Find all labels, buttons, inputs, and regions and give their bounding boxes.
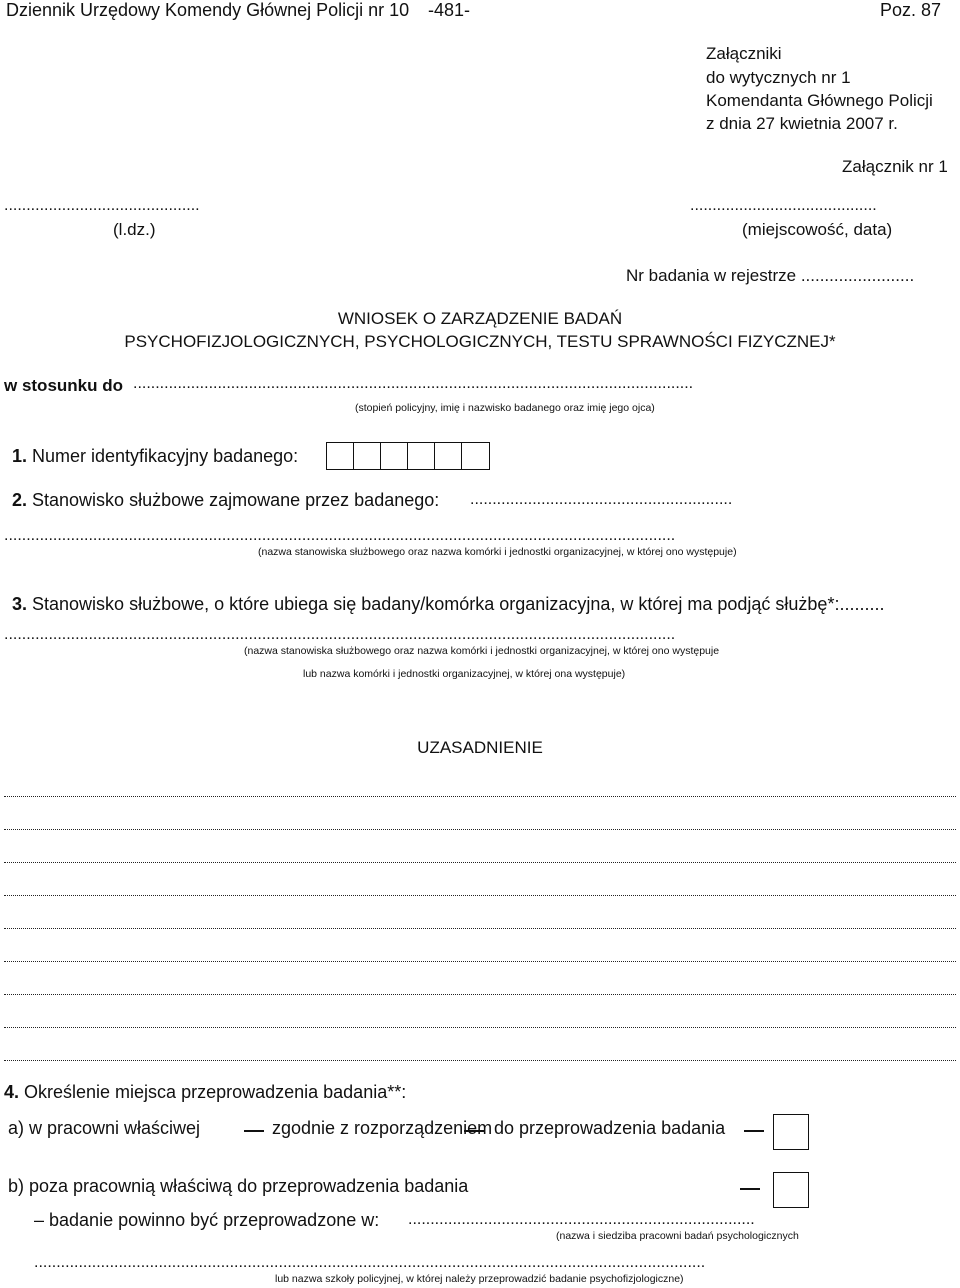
dash-icon (244, 1130, 264, 1132)
attachments-line4: z dnia 27 kwietnia 2007 r. (706, 114, 898, 133)
register-label: Nr badania w rejestrze (626, 266, 801, 285)
id-box[interactable] (381, 443, 408, 469)
item2-dots[interactable]: ........................................................... (470, 491, 733, 508)
sub-caption: (nazwa i siedziba pracowni badań psychologicznych (556, 1230, 799, 1242)
item4-label: Określenie miejsca przeprowadzenia badania**: (19, 1082, 407, 1102)
option-b-label: b) poza pracownią właściwą do przeprowadzenia badania (8, 1176, 469, 1196)
justification-line[interactable] (4, 829, 956, 830)
attachments-line1: Załączniki (706, 44, 782, 63)
id-number-boxes[interactable] (326, 442, 490, 470)
item2-dots-line2[interactable]: ....................................................................................................................................................... (4, 527, 676, 544)
option-b-checkbox[interactable] (773, 1172, 809, 1208)
item1-label: Numer identyfikacyjny badanego: (27, 446, 299, 466)
item2-number: 2. (12, 490, 28, 510)
attachment-number: Załącznik nr 1 (842, 157, 948, 176)
item3-caption1: (nazwa stanowiska służbowego oraz nazwa komórki i jednostki organizacyjnej, w której ono występuje (244, 645, 720, 657)
option-a-part3: do przeprowadzenia badania (494, 1118, 726, 1138)
justification-line[interactable] (4, 862, 956, 863)
subject-dots[interactable]: .............................................................................................................................. (133, 375, 694, 392)
item2-row (12, 490, 439, 511)
id-box[interactable] (327, 443, 354, 469)
id-box[interactable] (354, 443, 381, 469)
id-box[interactable] (408, 443, 435, 469)
item1-number: 1. (12, 446, 28, 466)
ldz-dots[interactable]: ............................................ (4, 197, 200, 214)
item3-dots[interactable]: ......... (839, 594, 885, 614)
sub-dots[interactable]: .............................................................................. (408, 1211, 755, 1228)
item4-row (4, 1082, 406, 1103)
form-title-line1: WNIOSEK O ZARZĄDZENIE BADAŃ (337, 309, 623, 328)
place-date-caption: (miejscowość, data) (742, 220, 893, 239)
item2-caption: (nazwa stanowiska służbowego oraz nazwa komórki i jednostki organizacyjnej, w której ono występuje) (258, 546, 737, 558)
option-a-checkbox[interactable] (773, 1114, 809, 1150)
item1-row (12, 446, 298, 467)
justification-line[interactable] (4, 1027, 956, 1028)
justification-line[interactable] (4, 895, 956, 896)
justification-line[interactable] (4, 1060, 956, 1061)
publication-title: Dziennik Urzędowy Komendy Głównej Policji nr 10 (6, 0, 410, 20)
subject-label: w stosunku do (4, 376, 123, 395)
register-row (626, 266, 914, 286)
dash-icon (464, 1130, 484, 1132)
place-date-dots[interactable]: .......................................... (690, 197, 877, 214)
justification-line[interactable] (4, 961, 956, 962)
last-caption: lub nazwa szkoły policyjnej, w której należy przeprowadzić badanie psychofizjologiczne) (275, 1273, 684, 1285)
attachments-line2: do wytycznych nr 1 (706, 68, 851, 87)
form-title-line2: PSYCHOFIZJOLOGICZNYCH, PSYCHOLOGICZNYCH, TESTU SPRAWNOŚCI FIZYCZNEJ* (124, 332, 836, 351)
justification-line[interactable] (4, 994, 956, 995)
item4-number: 4. (4, 1082, 20, 1102)
last-dots[interactable]: ....................................................................................................................................................... (34, 1254, 706, 1271)
subject-caption: (stopień policyjny, imię i nazwisko badanego oraz imię jego ojca) (355, 402, 655, 414)
dash-icon (740, 1188, 760, 1190)
id-box[interactable] (435, 443, 462, 469)
option-a-part1: a) w pracowni właściwej (8, 1118, 201, 1138)
position-number: Poz. 87 (880, 0, 942, 20)
item3-label: Stanowisko służbowe, o które ubiega się badany/komórka organizacyjna, w której ma podjąć służbę*: (27, 594, 840, 614)
id-box[interactable] (462, 443, 489, 469)
justification-line[interactable] (4, 928, 956, 929)
item3-dots-line2[interactable]: ....................................................................................................................................................... (4, 626, 676, 643)
item3-caption2: lub nazwa komórki i jednostki organizacyjnej, w której ona występuje) (303, 668, 626, 680)
sub-label: – badanie powinno być przeprowadzone w: (34, 1210, 380, 1230)
item3-number: 3. (12, 594, 28, 614)
attachments-line3: Komendanta Głównego Policji (706, 91, 933, 110)
item2-label: Stanowisko służbowe zajmowane przez badanego: (27, 490, 440, 510)
justification-heading: UZASADNIENIE (417, 738, 543, 757)
ldz-caption: (l.dz.) (113, 220, 156, 239)
register-dots[interactable]: ........................ (800, 266, 915, 285)
dash-icon (744, 1130, 764, 1132)
page-number: -481- (428, 0, 471, 20)
item3-row (12, 594, 884, 615)
justification-line[interactable] (4, 796, 956, 797)
option-a-part2: zgodnie z rozporządzeniem (272, 1118, 493, 1138)
